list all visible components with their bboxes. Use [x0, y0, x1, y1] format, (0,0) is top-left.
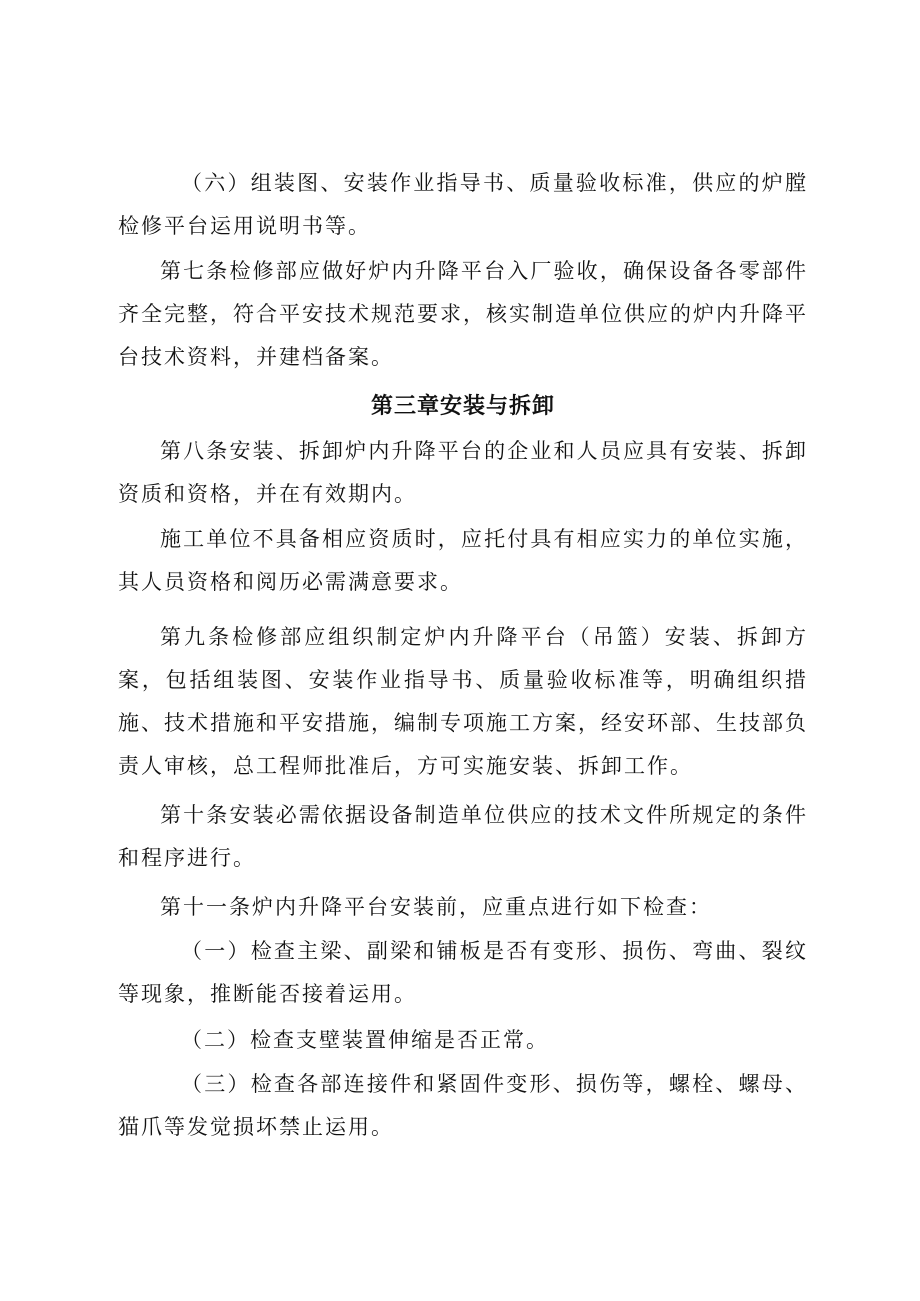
paragraph-article-7: 第七条检修部应做好炉内升降平台入厂验收，确保设备各零部件齐全完整，符合平安技术规范要求，核实制造单位供应的炉内升降平台技术资料，并建档备案。 [118, 259, 808, 369]
paragraph-article-8: 第八条安装、拆卸炉内升降平台的企业和人员应具有安装、拆卸资质和资格，并在有效期内。 [118, 439, 808, 506]
paragraph-item-6-materials: （六）组装图、安装作业指导书、质量验收标准，供应的炉膛检修平台运用说明书等。 [118, 171, 808, 238]
paragraph-qualification: 施工单位不具备相应资质时，应托付具有相应实力的单位实施，其人员资格和阅历必需满意要求。 [118, 527, 808, 594]
paragraph-article-11: 第十一条炉内升降平台安装前，应重点进行如下检查： [160, 895, 712, 919]
paragraph-check-item-2: （二）检查支壁装置伸缩是否正常。 [181, 1028, 549, 1052]
paragraph-article-9: 第九条检修部应组织制定炉内升降平台（吊篮）安装、拆卸方案，包括组装图、安装作业指导书、质量验收标准等，明确组织措施、技术措施和平安措施，编制专项施工方案，经安环部、生技部负责人审核，总工程师批准后，方可实施安装、拆卸工作。 [118, 625, 808, 778]
paragraph-check-item-1: （一）检查主梁、副梁和铺板是否有变形、损伤、弯曲、裂纹等现象，推断能否接着运用。 [118, 939, 808, 1006]
chapter-heading: 第三章安装与拆卸 [370, 394, 555, 419]
paragraph-article-10: 第十条安装必需依据设备制造单位供应的技术文件所规定的条件和程序进行。 [118, 803, 808, 870]
paragraph-check-item-3: （三）检查各部连接件和紧固件变形、损伤等，螺栓、螺母、猫爪等发觉损坏禁止运用。 [118, 1072, 808, 1139]
